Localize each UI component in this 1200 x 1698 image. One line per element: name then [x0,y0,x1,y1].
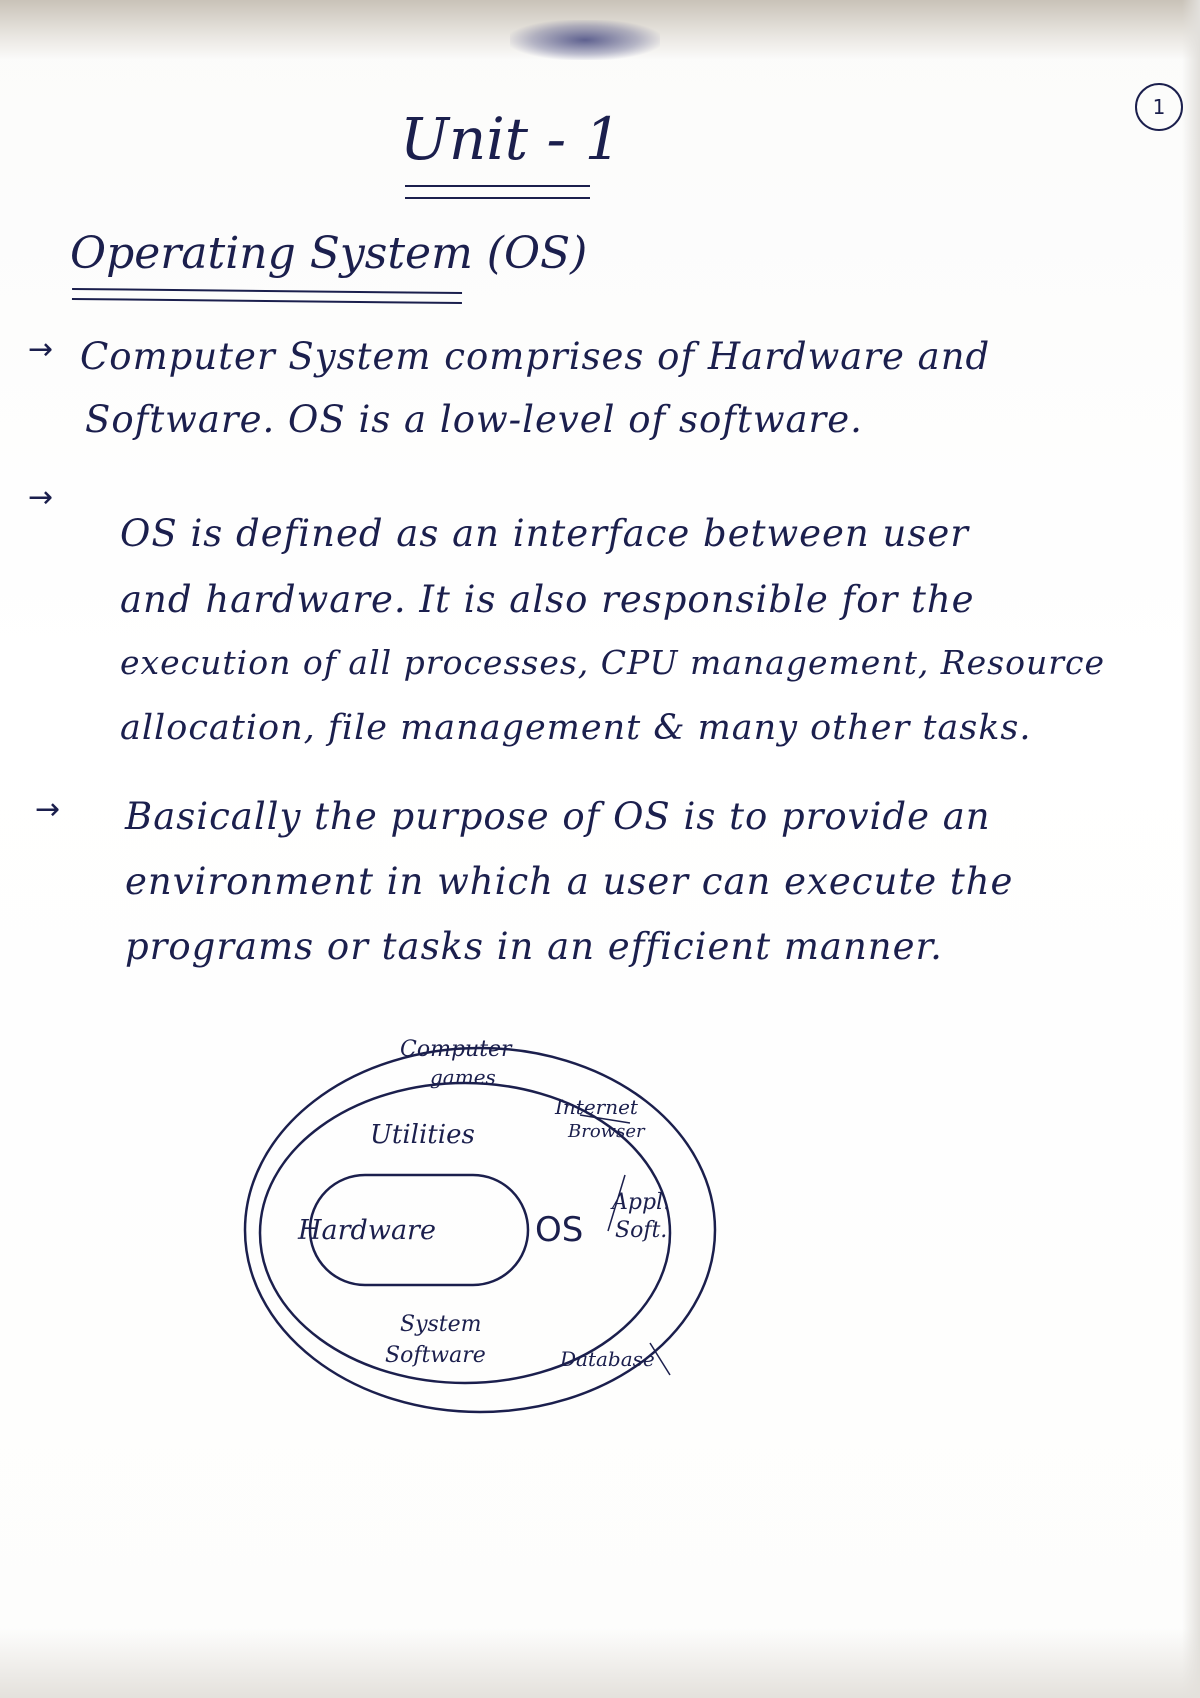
paragraph-3-line-1: Basically the purpose of OS is to provide an [125,795,991,838]
bullet-arrow-icon: → [35,792,61,827]
paragraph-1-line-2: Software. OS is a low-level of software. [85,398,863,441]
bullet-arrow-icon: → [28,332,54,367]
paragraph-2-line-4: allocation, file management & many other tasks. [120,708,1032,748]
label-hardware: Hardware [298,1215,436,1246]
label-computer-games-1: Computer [400,1037,512,1062]
os-layers-diagram [230,1025,770,1445]
paragraph-2-line-1: OS is defined as an interface between user [120,512,969,555]
label-os: OS [535,1210,584,1250]
label-utilities: Utilities [370,1120,475,1150]
label-system-software-2: Software [385,1343,486,1368]
paragraph-3-line-3: programs or tasks in an efficient manner. [125,925,943,968]
title-underline [405,185,590,199]
paragraph-1-line-1: Computer System comprises of Hardware and [80,335,991,378]
section-heading: Operating System (OS) [70,228,588,279]
binding-smudge [510,20,660,60]
page-number: 1 [1135,83,1183,131]
paragraph-2-line-3: execution of all processes, CPU management, Resource [120,643,1106,682]
label-internet-browser-2: Browser [568,1121,645,1142]
bullet-arrow-icon: → [28,480,54,515]
label-database: Database [560,1347,655,1371]
paragraph-3-line-2: environment in which a user can execute the [125,860,1014,903]
label-system-software-1: System [400,1312,482,1337]
heading-underline [72,288,462,304]
page-title: Unit - 1 [400,105,622,173]
page-right-edge [1182,0,1200,1698]
paragraph-2-line-2: and hardware. It is also responsible for the [120,578,975,621]
label-appl-soft-1: Appl. [612,1190,671,1215]
page-bottom-edge [0,1628,1200,1698]
label-internet-browser-1: Internet [555,1095,638,1119]
label-computer-games-2: games [430,1065,496,1089]
label-appl-soft-2: Soft. [615,1218,668,1243]
